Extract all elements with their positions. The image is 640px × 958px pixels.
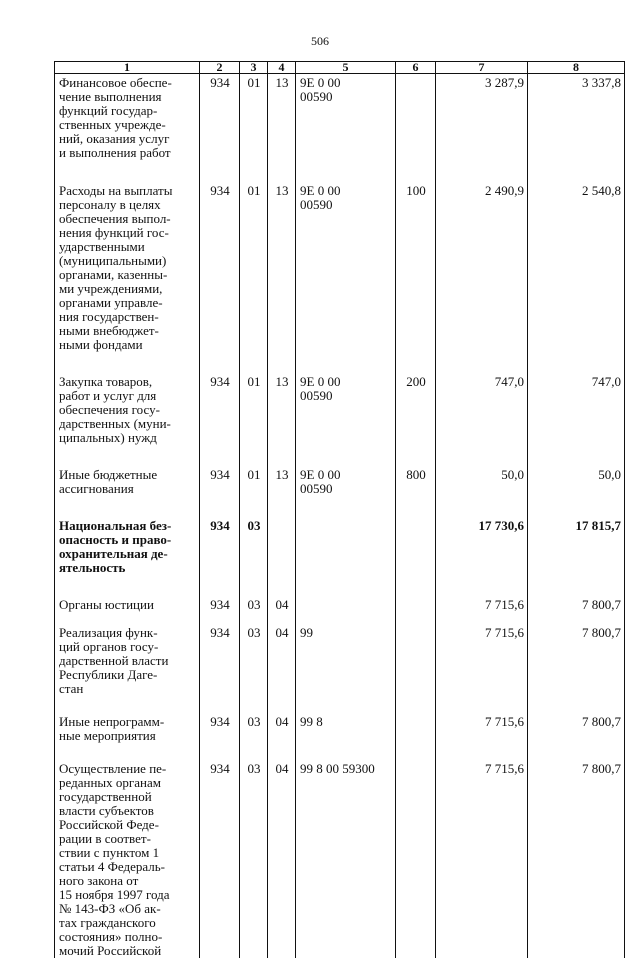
cell-col7: 7 715,6: [436, 713, 528, 760]
table-row: [55, 74, 625, 183]
cell-col4: 04: [268, 596, 296, 624]
page-number: 506: [0, 34, 640, 49]
cell-col6: 100: [396, 182, 436, 373]
cell-col8: 7 800,7: [528, 596, 625, 624]
cell-col8: 17 815,7: [528, 517, 625, 596]
cell-col7: 3 287,9: [436, 74, 528, 183]
cell-col4: 04: [268, 760, 296, 958]
cell-col6: [396, 760, 436, 958]
table-header-row: [55, 62, 625, 74]
cell-col5: 9Е 0 00 00590: [296, 74, 396, 183]
cell-col2: 934: [200, 373, 240, 466]
cell-col5: 99 8: [296, 713, 396, 760]
cell-col7: 7 715,6: [436, 760, 528, 958]
cell-col2: 934: [200, 517, 240, 596]
cell-col4: [268, 517, 296, 596]
row-name: Осуществление пе- реданных органам государственной власти субъектов Российской Феде- рации в соответ- ствии с пунктом 1 статьи 4 Федераль- ного закона от 15 ноября 1997 года № 143-ФЗ «Об ак- тах гражданского состояния» полно- мочий Российской: [55, 760, 200, 958]
budget-table: [54, 61, 625, 958]
cell-col5: 9Е 0 00 00590: [296, 182, 396, 373]
row-name: Расходы на выплаты персоналу в целях обеспечения выпол- нения функций гос- ударственными (муниципальными) органами, казенны- ми учреждениями, органами управле- ния государствен- ными внебюджет- ными фондами: [55, 182, 200, 373]
cell-col3: 03: [240, 760, 268, 958]
cell-col3: 03: [240, 596, 268, 624]
cell-col3: 01: [240, 182, 268, 373]
cell-col3: 03: [240, 517, 268, 596]
cell-col4: 04: [268, 713, 296, 760]
cell-col6: [396, 74, 436, 183]
row-name: Национальная без- опасность и право- охранительная де- ятельность: [55, 517, 200, 596]
cell-col4: 13: [268, 74, 296, 183]
cell-col7: 747,0: [436, 373, 528, 466]
column-header-5: 5: [296, 62, 396, 74]
cell-col6: [396, 624, 436, 713]
cell-col4: 04: [268, 624, 296, 713]
cell-col6: 800: [396, 466, 436, 517]
cell-col6: 200: [396, 373, 436, 466]
cell-col2: 934: [200, 182, 240, 373]
column-header-1: 1: [55, 62, 200, 74]
cell-col2: 934: [200, 760, 240, 958]
table-row: [55, 517, 625, 596]
row-name: Закупка товаров, работ и услуг для обеспечения госу- дарственных (муни- ципальных) нужд: [55, 373, 200, 466]
table-row: [55, 596, 625, 624]
cell-col4: 13: [268, 182, 296, 373]
column-header-7: 7: [436, 62, 528, 74]
table-row: [55, 760, 625, 958]
cell-col5: 9Е 0 00 00590: [296, 373, 396, 466]
cell-col5: [296, 517, 396, 596]
cell-col4: 13: [268, 466, 296, 517]
cell-col3: 01: [240, 74, 268, 183]
cell-col6: [396, 517, 436, 596]
cell-col8: 7 800,7: [528, 760, 625, 958]
row-name: Иные непрограмм- ные мероприятия: [55, 713, 200, 760]
cell-col3: 01: [240, 373, 268, 466]
cell-col2: 934: [200, 624, 240, 713]
cell-col5: 99: [296, 624, 396, 713]
cell-col2: 934: [200, 713, 240, 760]
table-row: [55, 466, 625, 517]
cell-col8: 2 540,8: [528, 182, 625, 373]
cell-col8: 7 800,7: [528, 713, 625, 760]
cell-col7: 7 715,6: [436, 624, 528, 713]
cell-col8: 50,0: [528, 466, 625, 517]
column-header-2: 2: [200, 62, 240, 74]
cell-col4: 13: [268, 373, 296, 466]
table-row: [55, 713, 625, 760]
table-row: [55, 624, 625, 713]
cell-col2: 934: [200, 466, 240, 517]
cell-col5: 9Е 0 00 00590: [296, 466, 396, 517]
cell-col8: 7 800,7: [528, 624, 625, 713]
cell-col3: 03: [240, 624, 268, 713]
cell-col5: 99 8 00 59300: [296, 760, 396, 958]
column-header-6: 6: [396, 62, 436, 74]
table-row: [55, 373, 625, 466]
table-row: [55, 182, 625, 373]
cell-col7: 17 730,6: [436, 517, 528, 596]
row-name: Иные бюджетные ассигнования: [55, 466, 200, 517]
cell-col8: 747,0: [528, 373, 625, 466]
cell-col7: 50,0: [436, 466, 528, 517]
cell-col8: 3 337,8: [528, 74, 625, 183]
cell-col7: 2 490,9: [436, 182, 528, 373]
cell-col2: 934: [200, 74, 240, 183]
row-name: Органы юстиции: [55, 596, 200, 624]
cell-col6: [396, 713, 436, 760]
column-header-3: 3: [240, 62, 268, 74]
column-header-4: 4: [268, 62, 296, 74]
column-header-8: 8: [528, 62, 625, 74]
row-name: Реализация функ- ций органов госу- дарственной власти Республики Даге- стан: [55, 624, 200, 713]
cell-col7: 7 715,6: [436, 596, 528, 624]
table-body: [55, 74, 625, 958]
cell-col3: 03: [240, 713, 268, 760]
cell-col2: 934: [200, 596, 240, 624]
cell-col6: [396, 596, 436, 624]
cell-col3: 01: [240, 466, 268, 517]
row-name: Финансовое обеспе- чение выполнения функций государ- ственных учрежде- ний, оказания услуг и выполнения работ: [55, 74, 200, 183]
cell-col5: [296, 596, 396, 624]
